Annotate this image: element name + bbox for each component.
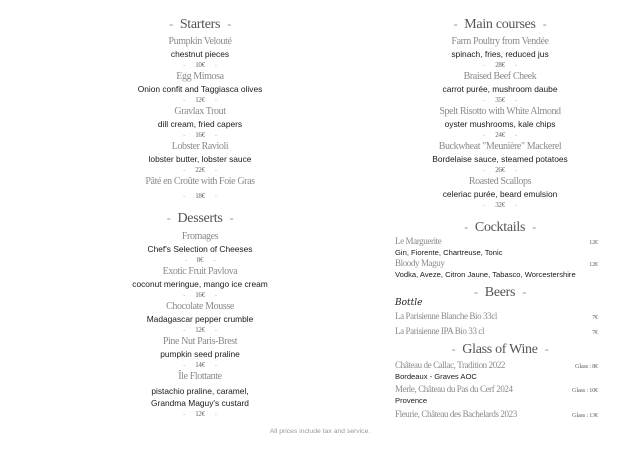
item-price: - 32€ - bbox=[483, 201, 517, 209]
item-name: Buckwheat "Meunière" Mackerel bbox=[438, 141, 562, 152]
item-name: Merle, Château du Pas du Cerf 2024 bbox=[395, 384, 513, 394]
item-name: Egg Mimosa bbox=[176, 71, 224, 82]
item-name: Le Marguerite bbox=[395, 236, 442, 246]
cocktails-heading: - Cocktails - bbox=[464, 220, 536, 235]
item-desc: Vodka, Aveze, Citron Jaune, Tabasco, Worcestershire bbox=[395, 270, 576, 279]
item-name: Château de Callac, Tradition 2022 bbox=[395, 360, 506, 370]
wine-row bbox=[395, 409, 598, 420]
menu-item bbox=[380, 176, 620, 211]
item-desc: spinach, fries, reduced jus bbox=[451, 49, 549, 59]
item-desc: Provence bbox=[395, 396, 428, 405]
item-price: 12€ bbox=[589, 261, 598, 268]
beer-row bbox=[395, 311, 598, 322]
item-name: Fromages bbox=[181, 231, 219, 242]
left-column bbox=[80, 0, 320, 420]
item-desc: pistachio praline, caramel, bbox=[151, 386, 249, 396]
menu-item bbox=[380, 36, 620, 71]
item-name: Fleurie, Château des Bachelards 2023 bbox=[395, 409, 517, 419]
item-name: Gravlax Trout bbox=[174, 106, 226, 117]
wine-row bbox=[395, 384, 598, 395]
beers-heading: - Beers - bbox=[474, 285, 526, 300]
item-desc: dill cream, fried capers bbox=[157, 119, 243, 129]
item-name: Spelt Risotto with White Almond bbox=[439, 106, 561, 117]
item-name: Lobster Ravioli bbox=[171, 141, 229, 152]
wine-row bbox=[395, 360, 598, 371]
item-desc: celeriac purée, beard emulsion bbox=[442, 189, 558, 199]
menu-item bbox=[80, 266, 320, 301]
item-name: Pine Nut Paris-Brest bbox=[162, 336, 238, 347]
menu-item bbox=[80, 301, 320, 336]
item-price: Glass : 10€ bbox=[572, 387, 598, 394]
menu-item bbox=[80, 231, 320, 266]
menu-item bbox=[380, 71, 620, 106]
menu-item bbox=[80, 371, 320, 420]
menu-item bbox=[80, 36, 320, 71]
item-desc: Gin, Fiorente, Chartreuse, Tonic bbox=[395, 248, 503, 257]
item-price: - 16€ - bbox=[183, 291, 217, 299]
item-price: - 12€ - bbox=[183, 410, 217, 418]
item-name: Braised Beef Cheek bbox=[463, 71, 537, 82]
item-name: Farm Poultry from Vendée bbox=[451, 36, 549, 47]
item-name: Île Flottante bbox=[178, 371, 222, 382]
item-desc: Bordeaux - Graves AOC bbox=[395, 372, 477, 381]
footer-note: All prices include tax and service. bbox=[269, 428, 371, 435]
mains-column bbox=[380, 0, 620, 211]
cocktail-row bbox=[395, 236, 598, 247]
cocktails-list bbox=[395, 236, 598, 280]
wine-heading-wrap bbox=[380, 340, 620, 359]
menu-item bbox=[80, 71, 320, 106]
item-desc: Onion confit and Taggiasca olives bbox=[137, 84, 263, 94]
item-price: - 14€ - bbox=[183, 361, 217, 369]
cocktail-row bbox=[395, 258, 598, 269]
item-price: 7€ bbox=[592, 329, 598, 336]
desserts-heading: - Desserts - bbox=[166, 211, 234, 226]
cocktails-heading-wrap bbox=[380, 218, 620, 237]
item-name: Pâté en Croûte with Foie Gras bbox=[145, 176, 255, 187]
starters-heading: - Starters - bbox=[169, 17, 231, 32]
item-price: - 12€ - bbox=[183, 326, 217, 334]
item-name: La Parisienne Blanche Bio 33cl bbox=[395, 311, 497, 321]
bottle-label: Bottle bbox=[395, 298, 423, 308]
menu-item bbox=[380, 141, 620, 176]
item-name: Bloody Maguy bbox=[395, 258, 445, 268]
beers-list bbox=[395, 297, 598, 337]
item-name: La Parisienne IPA Bio 33 cl bbox=[395, 326, 485, 336]
item-desc: coconut meringue, mango ice cream bbox=[132, 279, 268, 289]
item-name: Exotic Fruit Pavlova bbox=[162, 266, 238, 277]
item-price: 12€ bbox=[589, 239, 598, 246]
menu-item bbox=[80, 106, 320, 141]
item-name: Chocolate Mousse bbox=[166, 301, 234, 312]
item-desc-line2: Grandma Maguy's custard bbox=[151, 398, 249, 408]
menu-item bbox=[80, 141, 320, 176]
item-desc: chestnut pieces bbox=[170, 49, 230, 59]
item-price: - 22€ - bbox=[183, 166, 217, 174]
wine-list bbox=[395, 360, 598, 420]
item-desc: lobster butter, lobster sauce bbox=[148, 154, 252, 164]
item-price: - 12€ - bbox=[183, 96, 217, 104]
menu-item bbox=[80, 176, 320, 202]
menu-item bbox=[80, 336, 320, 371]
item-desc: Madagascar pepper crumble bbox=[146, 314, 254, 324]
item-price: Glass : 8€ bbox=[574, 363, 598, 370]
item-price: - 26€ - bbox=[483, 166, 517, 174]
item-desc: oyster mushrooms, kale chips bbox=[444, 119, 556, 129]
item-price: 7€ bbox=[592, 314, 598, 321]
item-price: Glass : 13€ bbox=[572, 412, 598, 419]
item-price: - 24€ - bbox=[483, 131, 517, 139]
item-price: - 35€ - bbox=[483, 96, 517, 104]
item-price: - 8€ - bbox=[184, 256, 216, 264]
beer-row bbox=[395, 326, 598, 337]
item-name: Roasted Scallops bbox=[468, 176, 532, 187]
wine-heading: - Glass of Wine - bbox=[451, 342, 549, 357]
item-desc: pumpkin seed praline bbox=[160, 349, 240, 359]
item-price: - 10€ - bbox=[183, 61, 217, 69]
mains-heading: - Main courses - bbox=[453, 17, 547, 32]
item-name: Pumpkin Velouté bbox=[168, 36, 232, 47]
item-desc: Bordelaise sauce, steamed potatoes bbox=[432, 154, 568, 164]
item-price: - 16€ - bbox=[183, 131, 217, 139]
menu-item bbox=[380, 106, 620, 141]
item-desc: carrot purée, mushroom daube bbox=[442, 84, 558, 94]
item-price: - 28€ - bbox=[483, 61, 517, 69]
item-desc: Chef's Selection of Cheeses bbox=[147, 244, 253, 254]
item-price: - 18€ - bbox=[183, 192, 217, 200]
